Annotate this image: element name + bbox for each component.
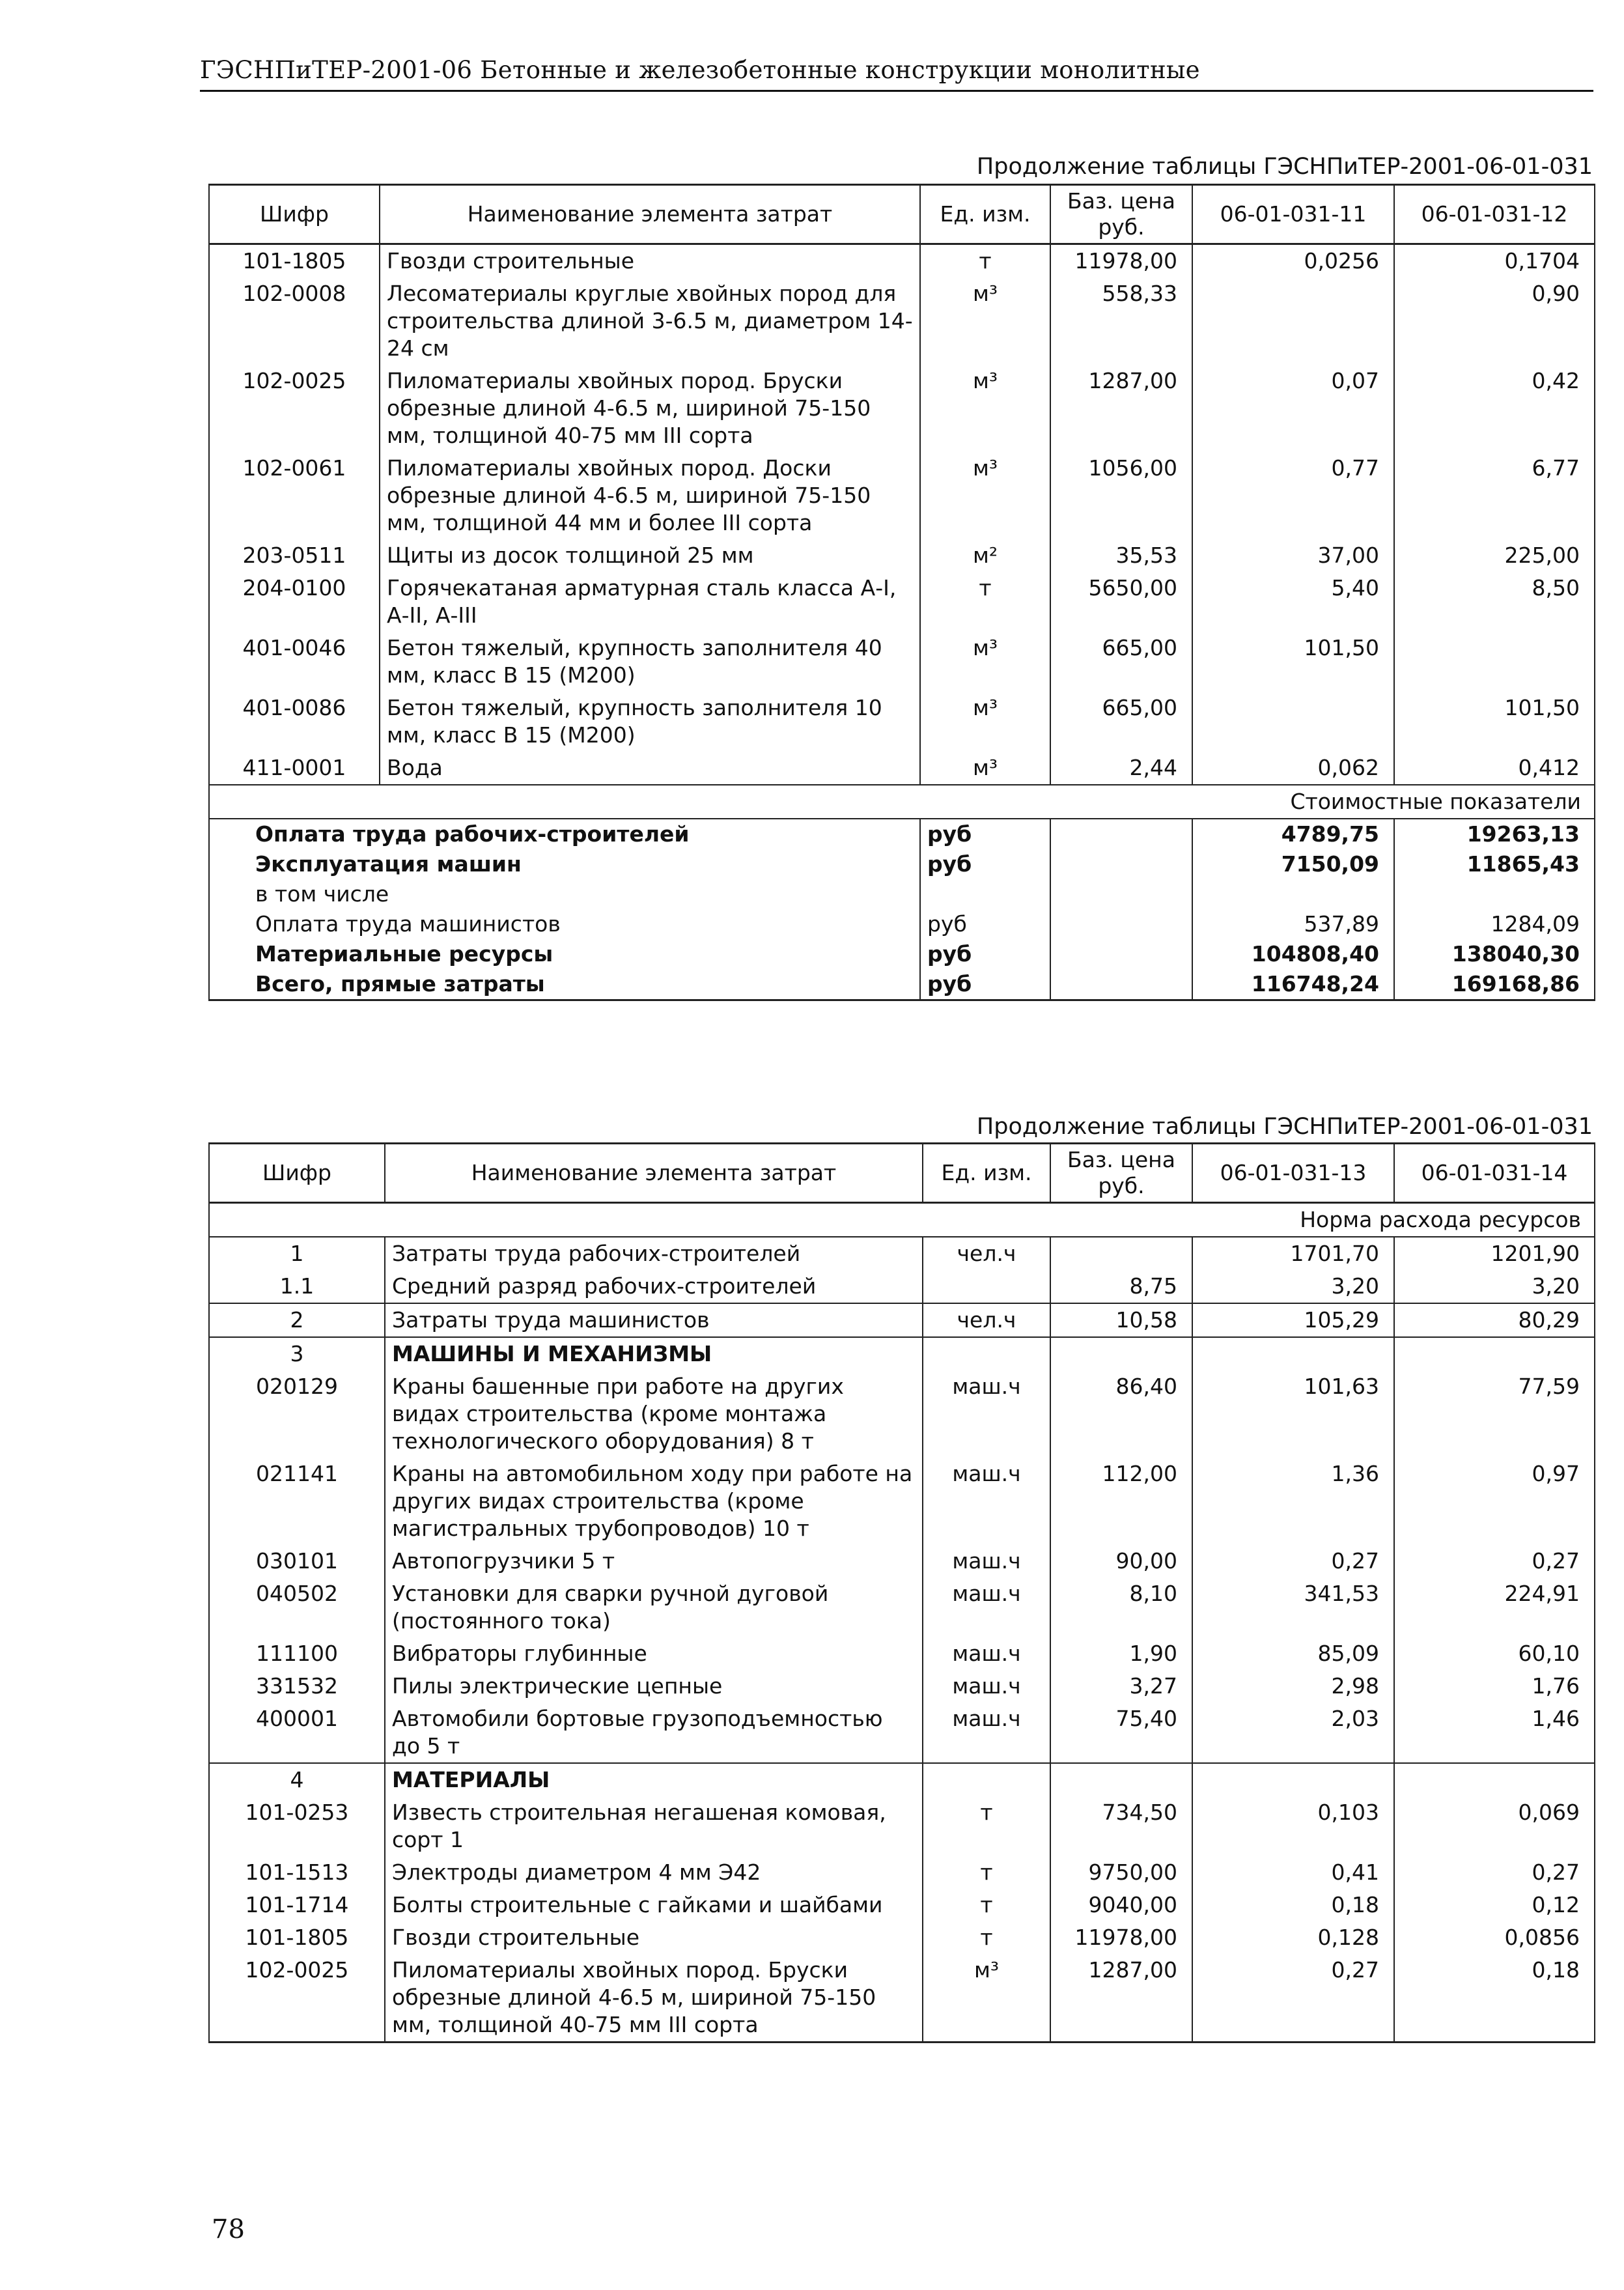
cell-price: 9750,00: [1050, 1856, 1192, 1889]
cell-code: 021141: [209, 1458, 385, 1545]
cell-name: Гвозди строительные: [385, 1921, 923, 1954]
table-row: [209, 1270, 1595, 1303]
column-header: Наименование элемента затрат: [385, 1144, 923, 1203]
cell-value-1: 3,20: [1192, 1270, 1394, 1303]
table-row: [209, 632, 1595, 692]
cell-code: 102-0025: [209, 365, 380, 452]
cell-unit: маш.ч: [923, 1458, 1050, 1545]
cell-value-2: 3,20: [1394, 1270, 1595, 1303]
cell-name: Краны башенные при работе на других видах строительства (кроме монтажа технологического оборудования) 8 т: [385, 1370, 923, 1458]
column-header: Баз. цена руб.: [1050, 1144, 1192, 1203]
cell-code: 1: [209, 1237, 385, 1270]
cell-unit: маш.ч: [923, 1703, 1050, 1763]
cell-unit: [923, 1337, 1050, 1370]
cell-value-2: 0,12: [1394, 1889, 1595, 1921]
cell-value-2: 0,27: [1394, 1545, 1595, 1577]
cell-value-2: 225,00: [1394, 539, 1595, 572]
summary-name: Эксплуатация машин: [209, 849, 920, 879]
cell-value-2: 0,069: [1394, 1796, 1595, 1856]
cell-price: [1050, 1337, 1192, 1370]
table-row: [209, 539, 1595, 572]
summary-value-1: 104808,40: [1192, 939, 1394, 969]
summary-value-2: 11865,43: [1394, 849, 1595, 879]
column-header: 06-01-031-13: [1192, 1144, 1394, 1203]
cell-value-1: 105,29: [1192, 1303, 1394, 1337]
cell-value-1: 0,41: [1192, 1856, 1394, 1889]
cell-unit: м³: [920, 752, 1050, 785]
cell-unit: [923, 1270, 1050, 1303]
summary-name: Оплата труда рабочих-строителей: [209, 819, 920, 849]
summary-value-1: 116748,24: [1192, 969, 1394, 1000]
cell-price: 665,00: [1050, 692, 1192, 752]
cell-name: Болты строительные с гайками и шайбами: [385, 1889, 923, 1921]
column-header: 06-01-031-14: [1394, 1144, 1595, 1203]
cell-value-1: 2,03: [1192, 1703, 1394, 1763]
table-row: [209, 277, 1595, 365]
table-row: [209, 1954, 1595, 2043]
cell-unit: т: [923, 1889, 1050, 1921]
summary-value-1: 537,89: [1192, 909, 1394, 939]
cell-value-1: 0,0256: [1192, 244, 1394, 278]
cell-value-2: 0,90: [1394, 277, 1595, 365]
cell-unit: чел.ч: [923, 1237, 1050, 1270]
summary-row: [209, 819, 1595, 849]
cost-table-2: [208, 1142, 1595, 2043]
cell-unit: м²: [920, 539, 1050, 572]
cell-name: Затраты труда машинистов: [385, 1303, 923, 1337]
summary-name: Оплата труда машинистов: [209, 909, 920, 939]
cell-code: 040502: [209, 1577, 385, 1637]
cell-name: МАШИНЫ И МЕХАНИЗМЫ: [385, 1337, 923, 1370]
cell-price: 734,50: [1050, 1796, 1192, 1856]
table2-caption: Продолжение таблицы ГЭСНПиТЕР-2001-06-01-031: [976, 1114, 1593, 1140]
cell-name: Автомобили бортовые грузоподъемностью до 5 т: [385, 1703, 923, 1763]
summary-value-2: 1284,09: [1394, 909, 1595, 939]
cell-unit: т: [920, 244, 1050, 278]
cell-unit: маш.ч: [923, 1370, 1050, 1458]
cell-name: Бетон тяжелый, крупность заполнителя 10 мм, класс В 15 (М200): [380, 692, 920, 752]
cell-price: 10,58: [1050, 1303, 1192, 1337]
cell-name: Установки для сварки ручной дуговой (постоянного тока): [385, 1577, 923, 1637]
table-row: [209, 452, 1595, 539]
cell-value-2: 0,1704: [1394, 244, 1595, 278]
cell-price: [1050, 1237, 1192, 1270]
summary-value-1: [1192, 879, 1394, 909]
cell-code: 101-1714: [209, 1889, 385, 1921]
cell-value-2: 1201,90: [1394, 1237, 1595, 1270]
cell-price: 1287,00: [1050, 365, 1192, 452]
section-row: [209, 785, 1595, 819]
cell-value-2: 77,59: [1394, 1370, 1595, 1458]
cell-code: 101-1805: [209, 1921, 385, 1954]
cell-price: 2,44: [1050, 752, 1192, 785]
cell-price: 8,10: [1050, 1577, 1192, 1637]
cell-name: Лесоматериалы круглые хвойных пород для строительства длиной 3-6.5 м, диаметром 14-24 см: [380, 277, 920, 365]
cell-code: 111100: [209, 1637, 385, 1670]
cell-price: 9040,00: [1050, 1889, 1192, 1921]
summary-value-1: 7150,09: [1192, 849, 1394, 879]
cell-value-1: 2,98: [1192, 1670, 1394, 1703]
cell-value-1: 5,40: [1192, 572, 1394, 632]
cell-value-1: [1192, 1763, 1394, 1796]
cell-value-1: 0,77: [1192, 452, 1394, 539]
cell-value-1: 0,27: [1192, 1545, 1394, 1577]
cell-name: Пиломатериалы хвойных пород. Доски обрезные длиной 4-6.5 м, шириной 75-150 мм, толщиной 44 мм и более III сорта: [380, 452, 920, 539]
summary-price: [1050, 939, 1192, 969]
cell-unit: маш.ч: [923, 1637, 1050, 1670]
cell-name: Известь строительная негашеная комовая, сорт 1: [385, 1796, 923, 1856]
cell-value-2: 6,77: [1394, 452, 1595, 539]
cell-value-1: 0,062: [1192, 752, 1394, 785]
cell-unit: м³: [920, 692, 1050, 752]
summary-row: [209, 969, 1595, 1000]
summary-row: [209, 909, 1595, 939]
cell-value-1: 341,53: [1192, 1577, 1394, 1637]
cell-value-1: 1,36: [1192, 1458, 1394, 1545]
cell-name: Вибраторы глубинные: [385, 1637, 923, 1670]
cell-value-2: 80,29: [1394, 1303, 1595, 1337]
header-rule: [200, 90, 1593, 92]
cell-code: 101-0253: [209, 1796, 385, 1856]
cell-value-2: 8,50: [1394, 572, 1595, 632]
cell-price: 5650,00: [1050, 572, 1192, 632]
cell-code: 204-0100: [209, 572, 380, 632]
cell-name: Пиломатериалы хвойных пород. Бруски обрезные длиной 4-6.5 м, шириной 75-150 мм, толщиной 40-75 мм III сорта: [380, 365, 920, 452]
cell-value-1: 101,63: [1192, 1370, 1394, 1458]
cell-price: 3,27: [1050, 1670, 1192, 1703]
cell-unit: маш.ч: [923, 1577, 1050, 1637]
cell-unit: чел.ч: [923, 1303, 1050, 1337]
summary-row: [209, 879, 1595, 909]
section-note: Норма расхода ресурсов: [209, 1203, 1595, 1237]
cell-value-2: 60,10: [1394, 1637, 1595, 1670]
table-row: [209, 1303, 1595, 1337]
cell-price: 665,00: [1050, 632, 1192, 692]
section-note: Стоимостные показатели: [209, 785, 1595, 819]
summary-value-2: 169168,86: [1394, 969, 1595, 1000]
cell-code: 401-0046: [209, 632, 380, 692]
table-row: [209, 365, 1595, 452]
cell-value-2: 0,412: [1394, 752, 1595, 785]
summary-unit: руб: [920, 909, 1050, 939]
cell-code: 2: [209, 1303, 385, 1337]
table-row: [209, 572, 1595, 632]
cell-unit: т: [923, 1856, 1050, 1889]
cell-name: Краны на автомобильном ходу при работе на других видах строительства (кроме магистральных трубопроводов) 10 т: [385, 1458, 923, 1545]
cell-unit: [923, 1763, 1050, 1796]
table-row: [209, 1796, 1595, 1856]
cell-value-2: 0,42: [1394, 365, 1595, 452]
cell-code: 203-0511: [209, 539, 380, 572]
cell-value-1: [1192, 277, 1394, 365]
cell-value-1: [1192, 1337, 1394, 1370]
cell-code: 400001: [209, 1703, 385, 1763]
cell-name: Пилы электрические цепные: [385, 1670, 923, 1703]
cell-value-2: [1394, 1763, 1595, 1796]
summary-name: в том числе: [209, 879, 920, 909]
cell-value-2: 1,46: [1394, 1703, 1595, 1763]
column-header: Баз. цена руб.: [1050, 185, 1192, 244]
cell-name: Вода: [380, 752, 920, 785]
cell-price: 35,53: [1050, 539, 1192, 572]
cell-name: Бетон тяжелый, крупность заполнителя 40 мм, класс В 15 (М200): [380, 632, 920, 692]
cell-value-1: 37,00: [1192, 539, 1394, 572]
table-row: [209, 1889, 1595, 1921]
cell-value-2: [1394, 1337, 1595, 1370]
cell-unit: т: [920, 572, 1050, 632]
cell-value-1: 0,128: [1192, 1921, 1394, 1954]
cell-value-1: 0,18: [1192, 1889, 1394, 1921]
cell-unit: маш.ч: [923, 1545, 1050, 1577]
cell-value-2: 0,97: [1394, 1458, 1595, 1545]
cell-value-1: 0,27: [1192, 1954, 1394, 2043]
table-row: [209, 1856, 1595, 1889]
cell-unit: м³: [923, 1954, 1050, 2043]
running-header: ГЭСНПиТЕР-2001-06 Бетонные и железобетонные конструкции монолитные: [200, 56, 1200, 84]
page-number: 78: [212, 2214, 245, 2244]
cell-name: Горячекатаная арматурная сталь класса А-I, А-II, А-III: [380, 572, 920, 632]
cell-price: 11978,00: [1050, 244, 1192, 278]
table-row: [209, 1921, 1595, 1954]
table-row: [209, 1545, 1595, 1577]
cell-name: Электроды диаметром 4 мм Э42: [385, 1856, 923, 1889]
column-header: Наименование элемента затрат: [380, 185, 920, 244]
table-row: [209, 1577, 1595, 1637]
cell-code: 1.1: [209, 1270, 385, 1303]
cell-price: 11978,00: [1050, 1921, 1192, 1954]
summary-value-2: [1394, 879, 1595, 909]
cell-code: 401-0086: [209, 692, 380, 752]
cell-value-1: 101,50: [1192, 632, 1394, 692]
column-header: Шифр: [209, 1144, 385, 1203]
cell-price: 1056,00: [1050, 452, 1192, 539]
cell-name: Пиломатериалы хвойных пород. Бруски обрезные длиной 4-6.5 м, шириной 75-150 мм, толщиной 40-75 мм III сорта: [385, 1954, 923, 2043]
column-header: Ед. изм.: [920, 185, 1050, 244]
cell-value-1: 0,103: [1192, 1796, 1394, 1856]
summary-row: [209, 939, 1595, 969]
cell-unit: м³: [920, 277, 1050, 365]
cell-value-1: 0,07: [1192, 365, 1394, 452]
summary-unit: руб: [920, 939, 1050, 969]
cell-code: 3: [209, 1337, 385, 1370]
cell-unit: м³: [920, 632, 1050, 692]
cell-unit: т: [923, 1921, 1050, 1954]
cell-value-2: 224,91: [1394, 1577, 1595, 1637]
summary-unit: руб: [920, 969, 1050, 1000]
cell-name: Щиты из досок толщиной 25 мм: [380, 539, 920, 572]
column-header: 06-01-031-11: [1192, 185, 1394, 244]
cell-code: 102-0008: [209, 277, 380, 365]
cell-value-2: 0,27: [1394, 1856, 1595, 1889]
cell-value-2: 0,18: [1394, 1954, 1595, 2043]
table1-caption: Продолжение таблицы ГЭСНПиТЕР-2001-06-01-031: [976, 154, 1593, 180]
cell-value-1: [1192, 692, 1394, 752]
column-header: 06-01-031-12: [1394, 185, 1595, 244]
cell-unit: м³: [920, 452, 1050, 539]
summary-value-1: 4789,75: [1192, 819, 1394, 849]
table-row: [209, 692, 1595, 752]
summary-unit: руб: [920, 819, 1050, 849]
cell-value-2: 101,50: [1394, 692, 1595, 752]
cell-unit: т: [923, 1796, 1050, 1856]
cell-price: 8,75: [1050, 1270, 1192, 1303]
summary-value-2: 138040,30: [1394, 939, 1595, 969]
table-row: [209, 1237, 1595, 1270]
summary-name: Всего, прямые затраты: [209, 969, 920, 1000]
cell-value-1: 85,09: [1192, 1637, 1394, 1670]
table-row: [209, 1763, 1595, 1796]
column-header: Шифр: [209, 185, 380, 244]
cell-code: 102-0061: [209, 452, 380, 539]
cell-code: 020129: [209, 1370, 385, 1458]
summary-row: [209, 849, 1595, 879]
column-header: Ед. изм.: [923, 1144, 1050, 1203]
table-row: [209, 1458, 1595, 1545]
cell-code: 101-1513: [209, 1856, 385, 1889]
cell-price: 1287,00: [1050, 1954, 1192, 2043]
cell-name: МАТЕРИАЛЫ: [385, 1763, 923, 1796]
cell-name: Автопогрузчики 5 т: [385, 1545, 923, 1577]
cost-table-1: [208, 184, 1595, 1001]
cell-unit: м³: [920, 365, 1050, 452]
cell-name: Гвозди строительные: [380, 244, 920, 278]
cell-price: 1,90: [1050, 1637, 1192, 1670]
cell-code: 4: [209, 1763, 385, 1796]
cell-code: 101-1805: [209, 244, 380, 278]
summary-price: [1050, 909, 1192, 939]
table-row: [209, 1370, 1595, 1458]
cell-price: 90,00: [1050, 1545, 1192, 1577]
cell-value-2: 0,0856: [1394, 1921, 1595, 1954]
table-row: [209, 1670, 1595, 1703]
cell-code: 411-0001: [209, 752, 380, 785]
summary-unit: [920, 879, 1050, 909]
summary-unit: руб: [920, 849, 1050, 879]
table-row: [209, 1337, 1595, 1370]
table-row: [209, 752, 1595, 785]
cell-price: [1050, 1763, 1192, 1796]
cell-price: 558,33: [1050, 277, 1192, 365]
cell-code: 102-0025: [209, 1954, 385, 2043]
cell-price: 86,40: [1050, 1370, 1192, 1458]
summary-name: Материальные ресурсы: [209, 939, 920, 969]
cell-price: 112,00: [1050, 1458, 1192, 1545]
cell-name: Средний разряд рабочих-строителей: [385, 1270, 923, 1303]
cell-name: Затраты труда рабочих-строителей: [385, 1237, 923, 1270]
table-row: [209, 1637, 1595, 1670]
cell-code: 331532: [209, 1670, 385, 1703]
table-row: [209, 1703, 1595, 1763]
table-row: [209, 244, 1595, 278]
cell-value-2: 1,76: [1394, 1670, 1595, 1703]
summary-price: [1050, 849, 1192, 879]
cell-value-2: [1394, 632, 1595, 692]
summary-price: [1050, 879, 1192, 909]
cell-unit: маш.ч: [923, 1670, 1050, 1703]
summary-value-2: 19263,13: [1394, 819, 1595, 849]
cell-value-1: 1701,70: [1192, 1237, 1394, 1270]
summary-price: [1050, 819, 1192, 849]
cell-price: 75,40: [1050, 1703, 1192, 1763]
summary-price: [1050, 969, 1192, 1000]
section-row: [209, 1203, 1595, 1237]
cell-code: 030101: [209, 1545, 385, 1577]
